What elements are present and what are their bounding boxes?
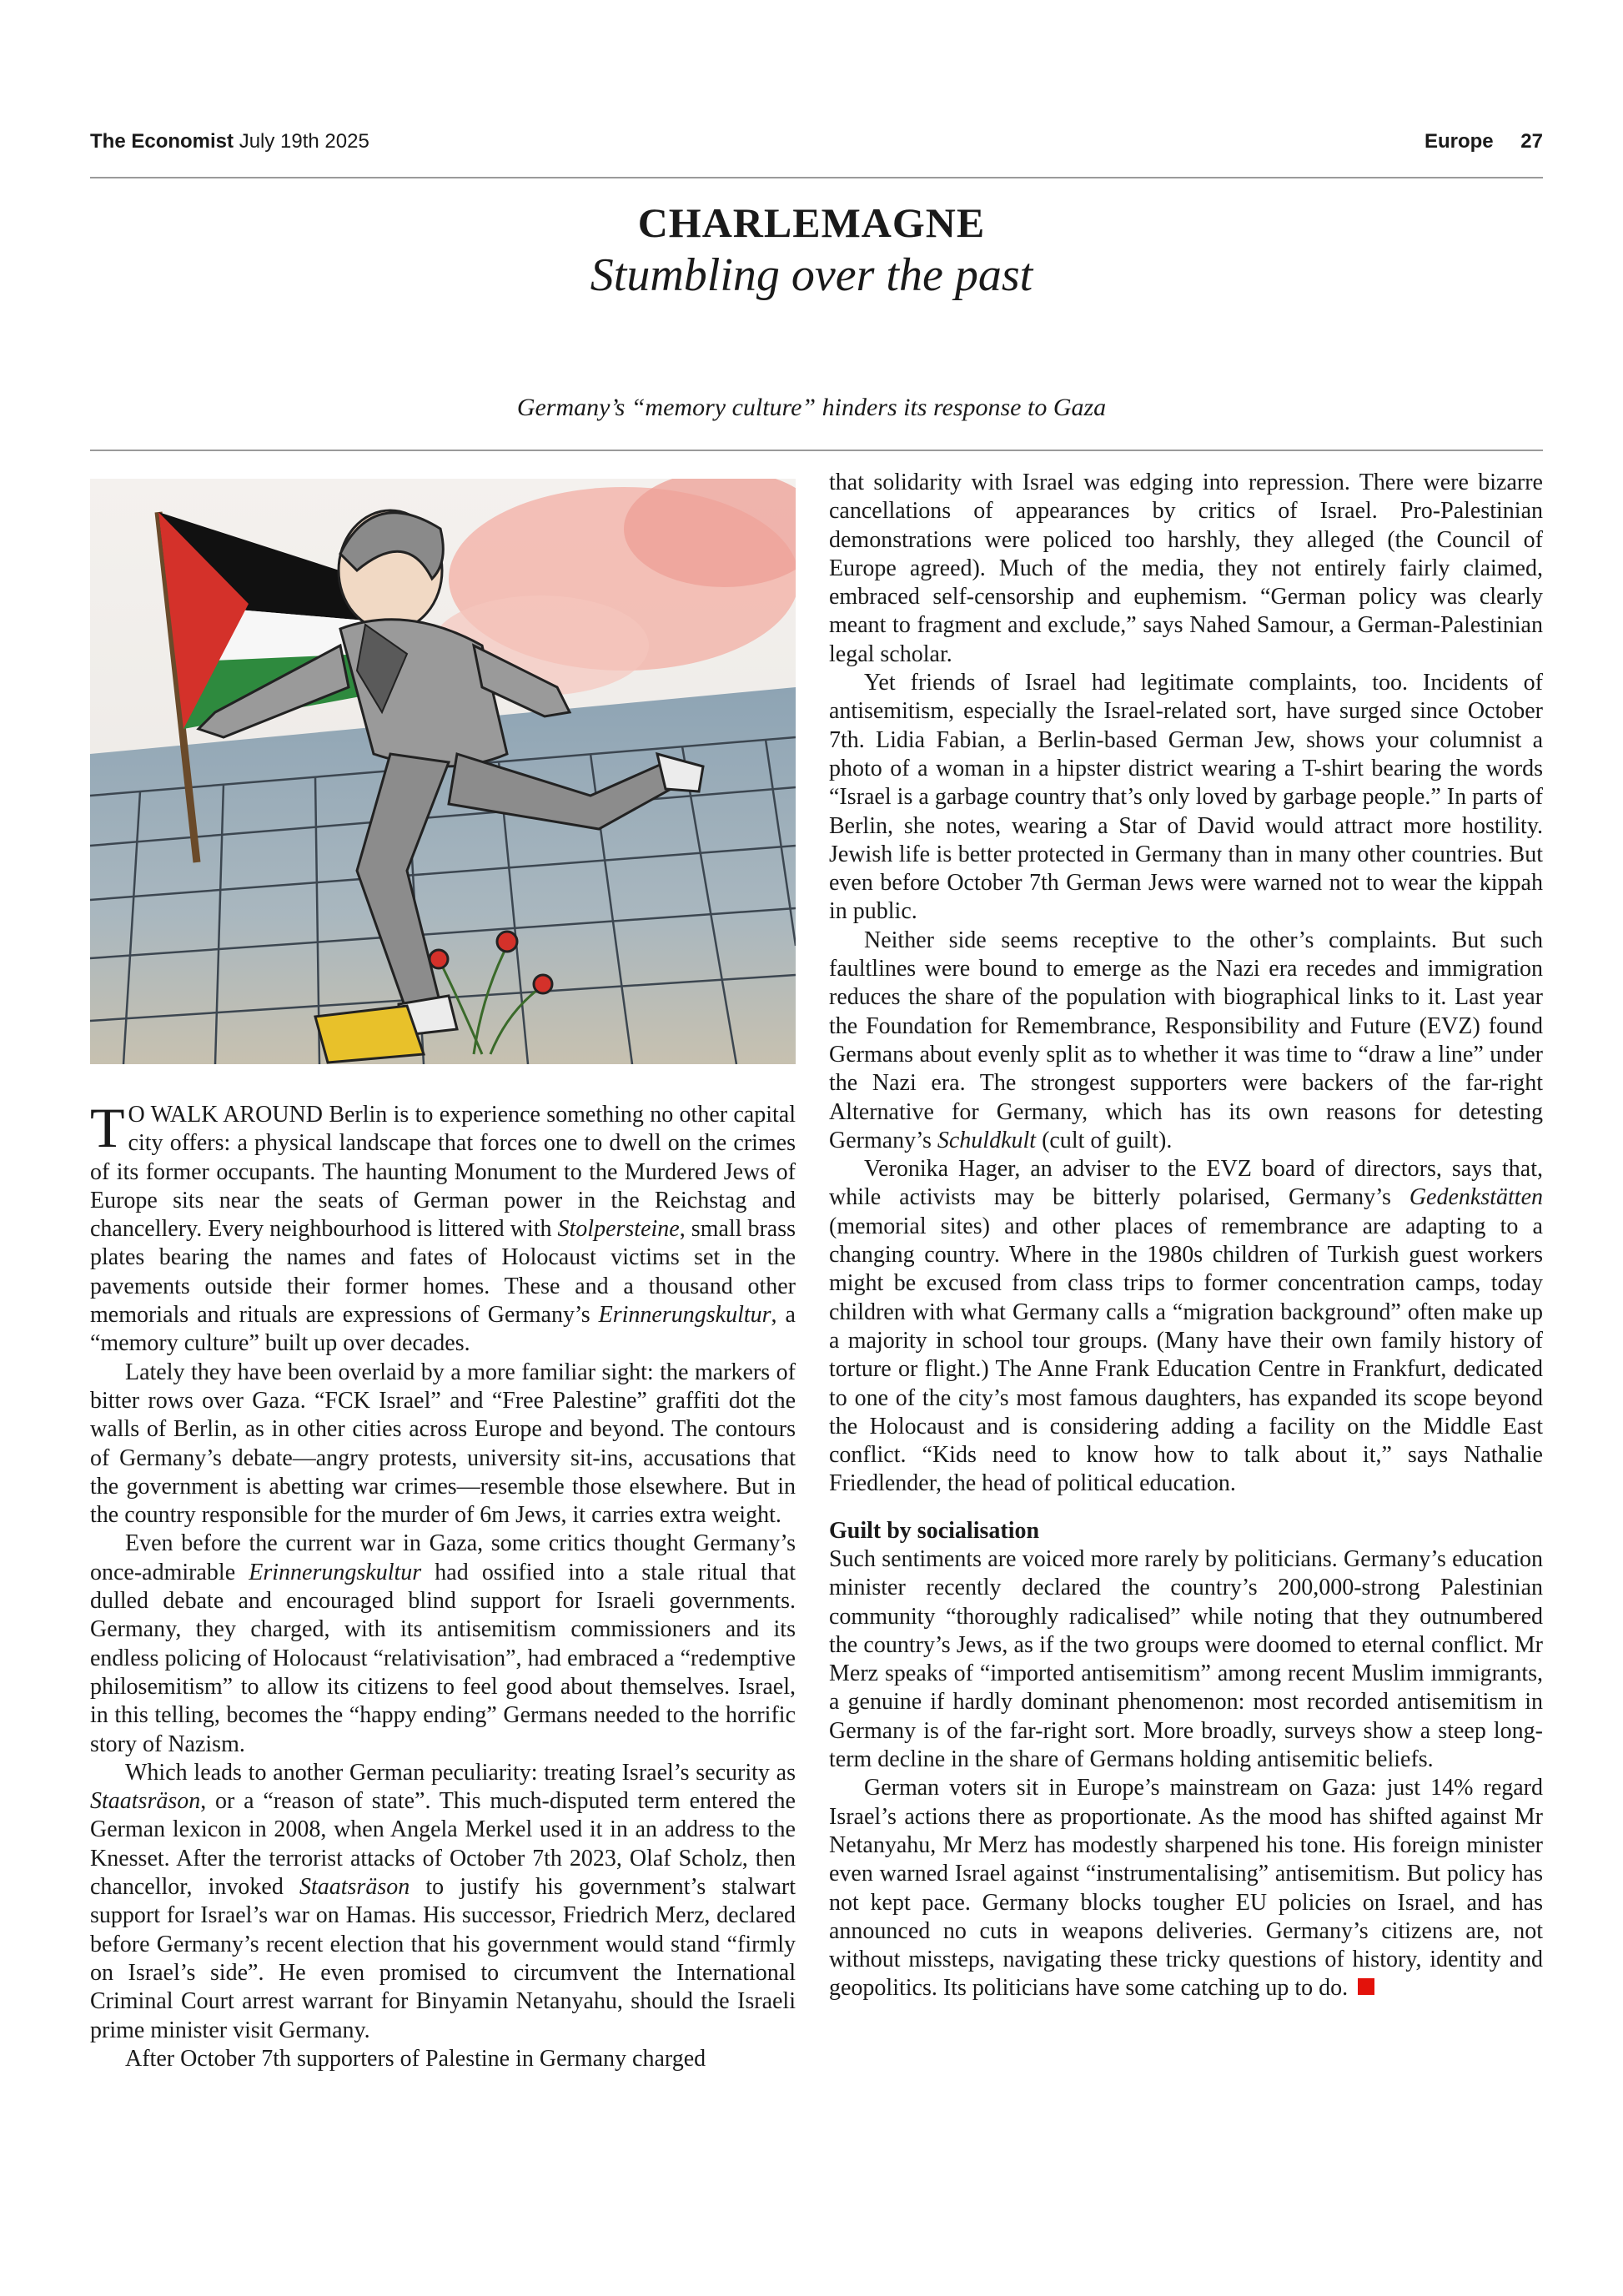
paragraph-text: to justify his government’s stalwart support for Israel’s war on Hamas. His successor, Friedrich Merz, declared before Germany’s recent election that his government would stand “firmly on Israel’s side”. He even promised to circumvent the International Criminal Court arrest warrant for Binyamin Netanyahu, should the Israeli prime minister visit Germany. [90, 1874, 796, 2043]
article-column-right [829, 469, 1543, 2003]
page-number: 27 [1520, 130, 1543, 153]
paragraph-text: board of directors, says that, while activists may be bitterly polarised, Germany’s [829, 1156, 1544, 1211]
italic-term: Schuldkult [937, 1127, 1037, 1153]
paragraph-text: German voters sit in Europe’s mainstream on Gaza: just 14% regard Israel’s actions there as proportionate. As the mood has shifted against Mr Netanyahu, Mr Merz has modestly sharpened his tone. His foreign minister even warned Israel against “instrumentalising” antisemitism. But policy has not kept pace. Germany blocks tougher [829, 1775, 1543, 1916]
paragraph-9 [829, 1155, 1543, 1499]
rubric-rule [90, 450, 1543, 451]
paragraph-3 [90, 1530, 796, 1758]
running-header-left [90, 130, 369, 153]
section-name: Europe [1424, 130, 1494, 153]
paragraph-text: , small brass plates bearing the names and fates of Holocaust victims set in the pavements outside their former homes. These and a thousand other memorials and rituals are expressions of Germany’s [90, 1216, 796, 1329]
end-of-article-mark [1358, 1978, 1374, 1995]
paragraph-text: Neither side seems receptive to the other’s complaints. But such faultlines were bound to emerge as the Nazi era recedes and immigration reduces the share of the population with biographical links to it. Last year the Foundation for Remembrance, Responsibility and Future ( [829, 927, 1543, 1039]
running-header-right [1425, 130, 1543, 153]
paragraph-text: Veronika Hager, an adviser to the [864, 1156, 1207, 1183]
italic-term: Erinnerungskultur [249, 1559, 422, 1585]
lead-in-smallcaps: O WALK AROUND [128, 1102, 323, 1128]
article-rubric: Germany’s “memory culture” hinders its response to Gaza [516, 394, 1107, 421]
paragraph-4 [90, 1759, 796, 2045]
paragraph-11 [829, 1774, 1543, 2002]
article-column-left [90, 1096, 796, 2073]
italic-term: Gedenkstätten [1409, 1184, 1543, 1211]
paragraph-8 [829, 927, 1543, 1155]
paragraph-1 [90, 1096, 796, 1359]
italic-term: Staatsräson [299, 1874, 410, 1901]
issue-date: July 19th 2025 [239, 130, 369, 153]
acronym: EU [1235, 1889, 1268, 1916]
column-kicker: CHARLEMAGNE [637, 199, 986, 246]
paragraph-10: Such sentiments are voiced more rarely by politicians. Germany’s education minister recently declared the country’s 200,000-strong Palestinian community “thoroughly radicalised” while noting that they outnumbered the country’s Jews, as if the two groups were doomed to eternal conflict. Mr Merz speaks of “imported antisemitism” among recent Muslim immigrants, a genuine if hardly dominant phenomenon: most recorded antisemitism in Germany is of the far-right sort. More broadly, surveys show a steep long-term decline in the share of Germans holding antisemitic beliefs. [829, 1545, 1543, 1773]
paragraph-text: ) found Germans about evenly split as to whether it was time to “draw a line” under the Nazi era. The strongest supporters were backers of the far-right Alternative for Germany, which has its own reasons for detesting Germany’s [829, 1012, 1543, 1153]
drop-cap: T [90, 1096, 125, 1159]
article-illustration [90, 479, 796, 1064]
acronym: EVZ [1206, 1156, 1252, 1183]
paragraph-text: policies on Israel, and has announced no cuts in weapons deliveries. Germany’s citizens are, not without missteps, navigating these tricky questions of history, identity and geopolitics. Its politicians have some catching up to do. [829, 1889, 1543, 2002]
header-rule [90, 177, 1543, 178]
paragraph-6: that solidarity with Israel was edging into repression. There were bizarre cancellations of appearances by critics of Israel. Pro-Palestinian demonstrations were policed too harshly, they alleged (the Council of Europe agreed). Much of the media, they not entirely fairly claimed, embraced self-censorship and euphemism. “German policy was clearly meant to fragment and exclude,” says Nahed Samour, a German-Palestinian legal scholar. [829, 470, 1543, 667]
paragraph-2: Lately they have been overlaid by a more familiar sight: the markers of bitter rows over Gaza. “FCK Israel” and “Free Palestine” graffiti dot the walls of Berlin, as in other cities across Europe and beyond. The contours of Germany’s debate—angry protests, university sit-ins, accusations that the government is abetting war crimes—resemble those elsewhere. But in the country responsible for the murder of 6m Jews, it carries extra weight. [90, 1359, 796, 1529]
paragraph-text: (memorial sites) and other places of remembrance are adapting to a changing country. Where in the 1980s children of Turkish guest workers might be excused from class trips to former concentration camps, today children with what Germany calls a “migration background” often make up a majority in school tour groups. (Many have their own family history of torture or flight.) The Anne Frank Education Centre in Frankfurt, dedicated to one of the city’s most famous daughters, has expanded its scope beyond the Holocaust and is considering adding a facility on the Middle East conflict. “Kids need to know how to talk about it,” says Nathalie Friedlender, the head of political education. [829, 1213, 1543, 1497]
stolperstein-plaque [315, 1006, 424, 1063]
paragraph-text: Even before the current war in Gaza, some critics thought Germany’s once-admirable [90, 1530, 796, 1585]
paragraph-text: had ossified into a stale ritual that dulled debate and encouraged blind support for Israeli governments. Germany, they charged, with its antisemitism commissioners and its endless policing of Holocaust “relativisation”, had embraced a “redemptive philosemitism” to allow its citizens to feel good about themselves. Israel, in this telling, becomes the “happy ending” Germans needed to the horrific story of Nazism. [90, 1559, 796, 1757]
italic-term: Stolpersteine [557, 1216, 680, 1243]
italic-term: Erinnerungskultur [598, 1302, 771, 1329]
acronym: EVZ [1427, 1012, 1473, 1039]
article-headline: Stumbling over the past [590, 249, 1033, 301]
paragraph-text: Which leads to another German peculiarity: treating Israel’s security as [125, 1759, 796, 1786]
illustration-svg [90, 479, 796, 1064]
paragraph-text: (cult of guilt). [1036, 1127, 1173, 1153]
paragraph-5: After October 7th supporters of Palestine in Germany charged [125, 2045, 706, 2072]
paragraph-text: , a “memory culture” built up over decades. [90, 1302, 796, 1357]
publication-name: The Economist [90, 130, 234, 153]
paragraph-text: Berlin is to experience something no other capital city offers: a physical landscape that forces one to dwell on the crimes of its former occupants. The haunting Monument to the Murdered Jews of Europe sits near the seats of German power in the Reichstag and chancellery. Every neighbourhood is littered with [90, 1102, 796, 1243]
italic-term: Staatsräson [90, 1788, 201, 1815]
paragraph-7: Yet friends of Israel had legitimate complaints, too. Incidents of antisemitism, especially the Israel-related sort, have surged since October 7th. Lidia Fabian, a Berlin-based German Jew, shows your columnist a photo of a woman in a hipster district wearing a T-shirt bearing the words “Israel is a garbage country that’s only loved by garbage people.” In parts of Berlin, she notes, wearing a Star of David would attract more hostility. Jewish life is better protected in Germany than in many other countries. But even before October 7th German Jews were warned not to wear the kippah in public. [829, 670, 1543, 925]
subheading: Guilt by socialisation [829, 1517, 1040, 1544]
paragraph-text: , or a “reason of state”. This much-disputed term entered the German lexicon in 2008, when Angela Merkel used it in an address to the Knesset. After the terrorist attacks of October 7th 2023, Olaf Scholz, then chancellor, invoked [90, 1788, 796, 1901]
